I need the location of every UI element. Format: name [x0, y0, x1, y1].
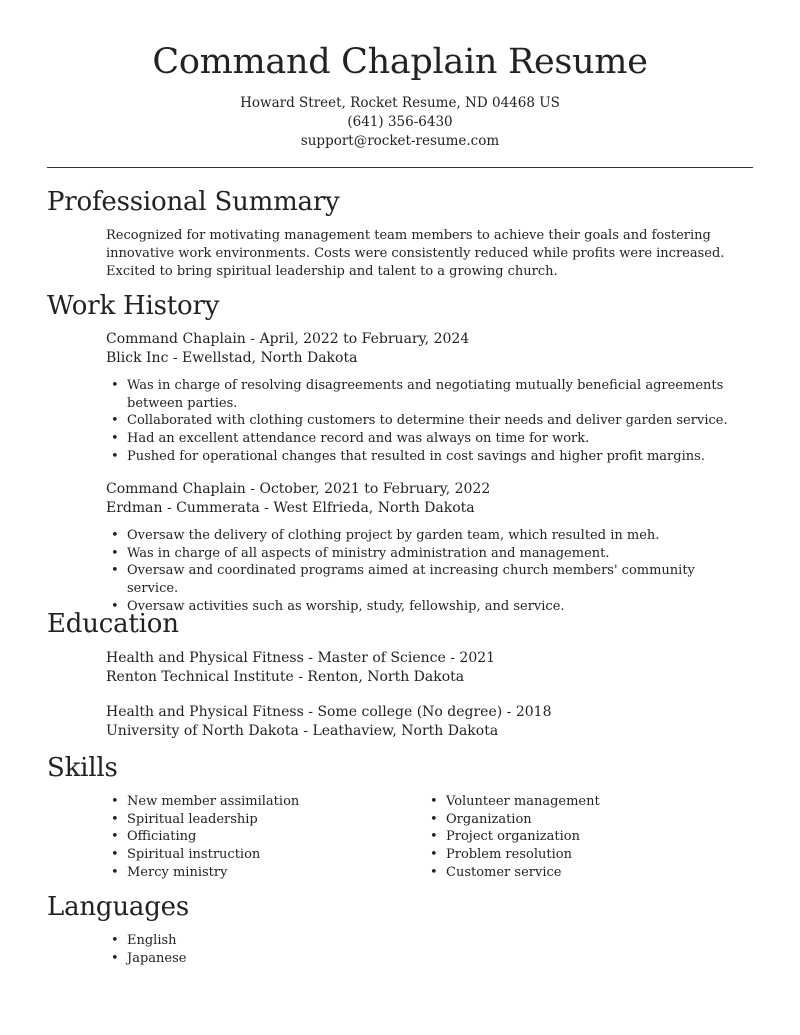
- education-degree: Master of Science: [317, 650, 446, 666]
- education-degree-line: Health and Physical Fitness - Some college (No degree) - 2018: [106, 704, 552, 720]
- job-bullets: [127, 527, 747, 616]
- education-school: University of North Dakota: [106, 723, 299, 739]
- job-title: Command Chaplain: [106, 481, 246, 497]
- list-item: • Was in charge of resolving disagreements and negotiating mutually beneficial agreements between parties.: [127, 377, 747, 412]
- job-dates: October, 2021 to February, 2022: [259, 481, 491, 497]
- list-item: • Oversaw and coordinated programs aimed at increasing church members' community service.: [127, 562, 747, 597]
- education-degree: Some college (No degree): [317, 704, 503, 720]
- list-item: • Customer service: [446, 864, 746, 882]
- list-item: • Spiritual leadership: [127, 811, 427, 829]
- job-company-line: Erdman - Cummerata - West Elfrieda, North Dakota: [106, 500, 475, 516]
- job-dates: April, 2022 to February, 2024: [259, 331, 470, 347]
- education-location: Leathaview, North Dakota: [312, 723, 499, 739]
- list-item: • Had an excellent attendance record and was always on time for work.: [127, 430, 747, 448]
- list-item: • English: [127, 932, 427, 950]
- list-item: • Japanese: [127, 950, 427, 968]
- education-heading: Education: [47, 609, 179, 639]
- header-divider: [47, 167, 753, 168]
- job-title-line: Command Chaplain - October, 2021 to February, 2022: [106, 481, 491, 497]
- skills-list-left: [127, 793, 427, 882]
- education-location: Renton, North Dakota: [307, 669, 465, 685]
- skills-list-right: [446, 793, 746, 882]
- list-item: • Collaborated with clothing customers to determine their needs and deliver garden service.: [127, 412, 747, 430]
- education-school: Renton Technical Institute: [106, 669, 294, 685]
- education-degree-line: Health and Physical Fitness - Master of Science - 2021: [106, 650, 496, 666]
- list-item: • Officiating: [127, 828, 427, 846]
- languages-list: [127, 932, 427, 967]
- education-school-line: University of North Dakota - Leathaview, North Dakota: [106, 723, 499, 739]
- list-item: • Volunteer management: [446, 793, 746, 811]
- list-item: • New member assimilation: [127, 793, 427, 811]
- job-company-line: Blick Inc - Ewellstad, North Dakota: [106, 350, 358, 366]
- list-item: • Mercy ministry: [127, 864, 427, 882]
- education-year: 2021: [459, 650, 496, 666]
- summary-text: Recognized for motivating management team members to achieve their goals and fostering innovative work environments. Costs were consistently reduced while profits were increased. Excited to bring spiritual leadership and talent to a growing church.: [106, 228, 725, 279]
- job-title-line: Command Chaplain - April, 2022 to February, 2024: [106, 331, 470, 347]
- contact-address: Howard Street, Rocket Resume, ND 04468 US: [240, 95, 560, 111]
- education-school-line: Renton Technical Institute - Renton, North Dakota: [106, 669, 465, 685]
- job-title: Command Chaplain: [106, 331, 246, 347]
- job-location: West Elfrieda, North Dakota: [273, 500, 475, 516]
- education-year: 2018: [515, 704, 552, 720]
- contact-email: support@rocket-resume.com: [300, 133, 500, 149]
- list-item: • Oversaw the delivery of clothing project by garden team, which resulted in meh.: [127, 527, 747, 545]
- list-item: • Pushed for operational changes that resulted in cost savings and higher profit margins.: [127, 448, 747, 466]
- job-location: Ewellstad, North Dakota: [182, 350, 358, 366]
- work-history-heading: Work History: [47, 291, 220, 321]
- skills-heading: Skills: [47, 753, 118, 783]
- list-item: • Problem resolution: [446, 846, 746, 864]
- summary-heading: Professional Summary: [47, 187, 340, 217]
- job-company: Erdman - Cummerata: [106, 500, 260, 516]
- list-item: • Spiritual instruction: [127, 846, 427, 864]
- list-item: • Project organization: [446, 828, 746, 846]
- contact-phone: (641) 356-6430: [347, 114, 453, 130]
- resume-title: Command Chaplain Resume: [152, 42, 648, 82]
- job-bullets: [127, 377, 747, 466]
- list-item: • Oversaw activities such as worship, study, fellowship, and service.: [127, 598, 747, 616]
- education-field: Health and Physical Fitness: [106, 650, 304, 666]
- education-field: Health and Physical Fitness: [106, 704, 304, 720]
- list-item: • Was in charge of all aspects of ministry administration and management.: [127, 545, 747, 563]
- job-company: Blick Inc: [106, 350, 169, 366]
- languages-heading: Languages: [47, 892, 189, 922]
- list-item: • Organization: [446, 811, 746, 829]
